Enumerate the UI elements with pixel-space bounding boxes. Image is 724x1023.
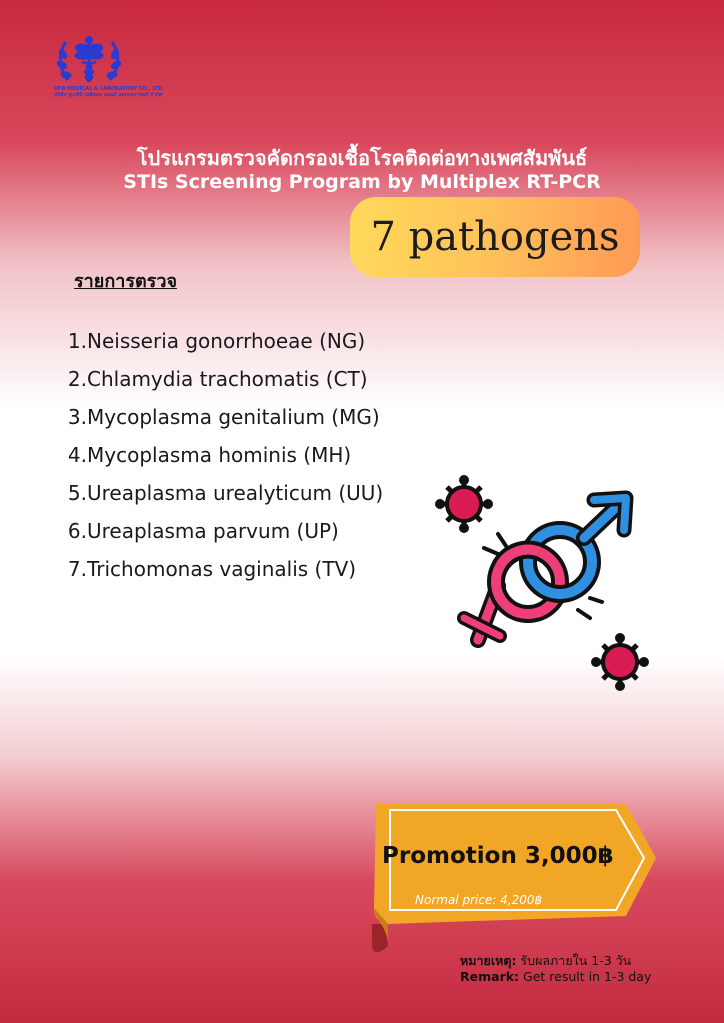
item-label: Chlamydia trachomatis (CT) xyxy=(87,367,368,391)
gender-symbols-virus-icon xyxy=(430,470,660,700)
logo-caption xyxy=(54,86,165,98)
promotion-badge xyxy=(366,796,666,956)
pathogen-count: 7 pathogens xyxy=(370,214,620,260)
item-number: 6. xyxy=(67,519,87,543)
item-number: 4. xyxy=(67,443,87,467)
logo-caption-line1: UFB MEDICAL & LABORATORY CO., LTD. xyxy=(54,86,165,92)
pathogen-count-pill xyxy=(350,197,640,277)
item-label: Mycoplasma hominis (MH) xyxy=(87,443,352,467)
pathogen-list xyxy=(60,326,383,592)
list-item xyxy=(60,478,383,516)
list-item xyxy=(60,402,383,440)
ribbon-badge-icon xyxy=(366,796,666,956)
list-heading: รายการตรวจ xyxy=(74,271,178,292)
list-item xyxy=(60,440,383,478)
item-number: 7. xyxy=(67,557,87,581)
list-item xyxy=(60,516,383,554)
item-number: 2. xyxy=(67,367,87,391)
list-item xyxy=(60,554,383,592)
remark-en-text: Get result in 1-3 day xyxy=(519,969,652,984)
remark-thai-text: รับผลภายใน 1-3 วัน xyxy=(516,953,632,968)
list-item xyxy=(60,326,383,364)
virus-icon-bottom xyxy=(593,635,647,689)
item-label: Ureaplasma urealyticum (UU) xyxy=(87,481,384,505)
title-thai: โปรแกรมตรวจคัดกรองเชื้อโรคติดต่อทางเพศสัมพันธ์ xyxy=(136,146,588,170)
list-item xyxy=(60,364,383,402)
promotion-price: Promotion 3,000฿ xyxy=(382,843,614,869)
remark-english xyxy=(460,969,651,984)
item-number: 3. xyxy=(67,405,87,429)
title-english: STIs Screening Program by Multiplex RT-PCR xyxy=(123,171,601,193)
male-symbol-icon xyxy=(528,498,626,594)
normal-price: Normal price: 4,200฿ xyxy=(415,893,543,907)
virus-icon-top xyxy=(437,477,491,531)
item-number: 1. xyxy=(67,329,87,353)
gender-symbols-virus-illustration xyxy=(430,470,660,700)
logo-caption-line2: บริษัท ยูเอฟบี เมดิคอล แอนด์ แลบบอราทอรี่ จำกัด xyxy=(54,92,163,98)
item-number: 5. xyxy=(67,481,87,505)
item-label: Ureaplasma parvum (UP) xyxy=(87,519,339,543)
item-label: Trichomonas vaginalis (TV) xyxy=(87,557,357,581)
item-label: Mycoplasma genitalium (MG) xyxy=(87,405,380,429)
company-logo xyxy=(54,34,165,98)
remark-en-label: Remark: xyxy=(460,969,520,984)
item-label: Neisseria gonorrhoeae (NG) xyxy=(87,329,366,353)
caduceus-logo-icon xyxy=(54,34,124,86)
remark-thai-label: หมายเหตุ: xyxy=(460,953,517,968)
remark-thai xyxy=(460,951,631,971)
